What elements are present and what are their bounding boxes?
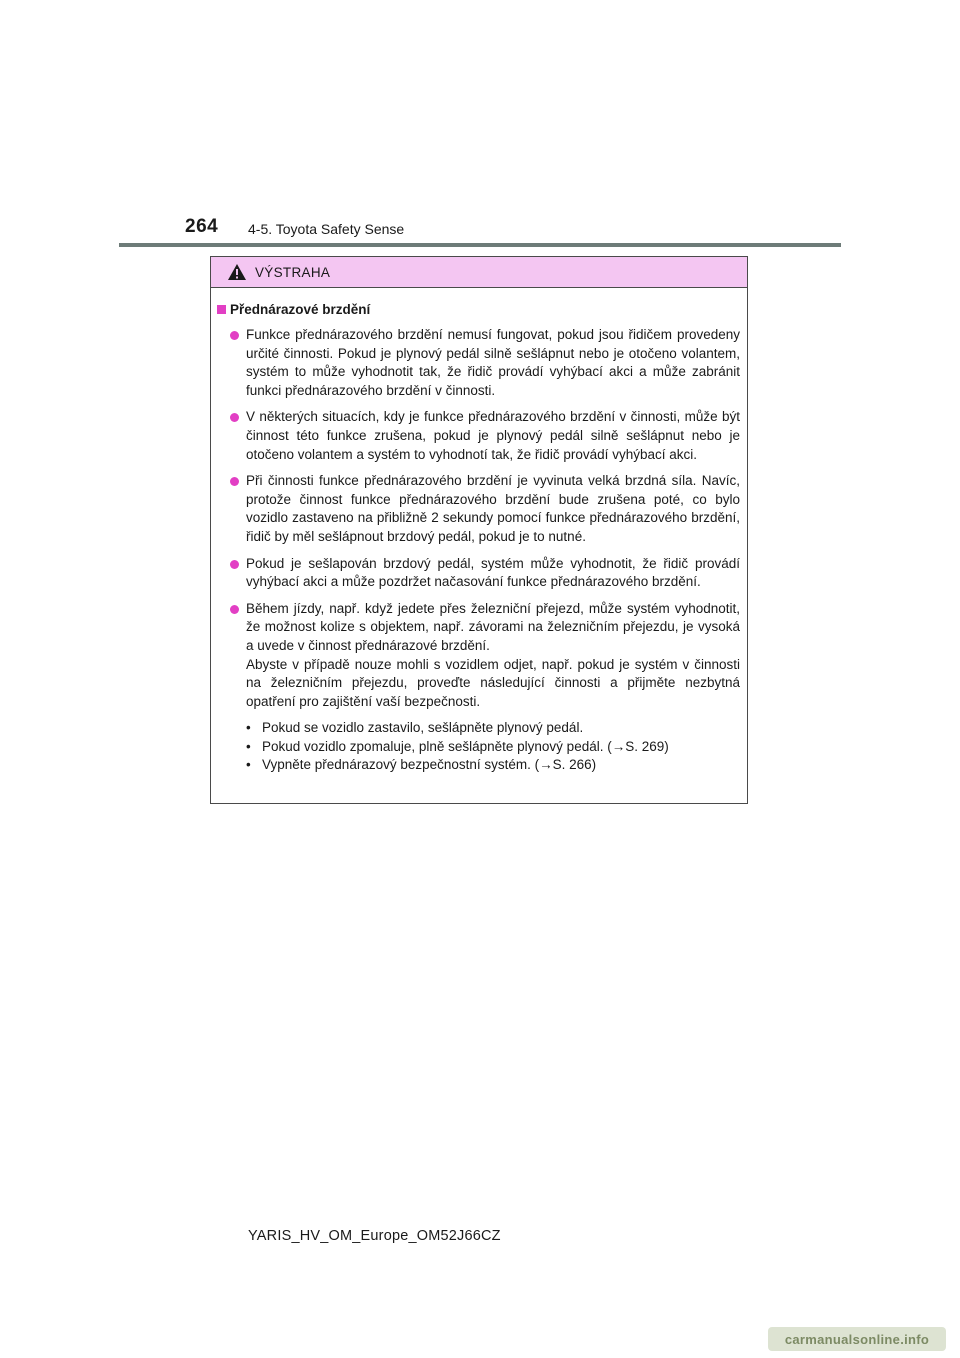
sub-list-item-text: Pokud vozidlo zpomaluje, plně sešlápněte plynový pedál. (→S. 269) xyxy=(262,738,669,754)
sub-list-item: • Vypněte přednárazový bezpečnostní systém. (→S. 266) xyxy=(246,756,740,775)
section-title: 4-5. Toyota Safety Sense xyxy=(248,221,405,237)
sub-list-item-text: Vypněte přednárazový bezpečnostní systém. (→S. 266) xyxy=(262,757,597,773)
bullet-dot-icon xyxy=(230,477,239,486)
document-code: YARIS_HV_OM_Europe_OM52J66CZ xyxy=(248,1228,501,1244)
list-item xyxy=(217,600,740,712)
bullet-dot-icon xyxy=(230,560,239,569)
warning-box xyxy=(210,256,748,804)
sub-list-item: • Pokud se vozidlo zastavilo, sešlápněte plynový pedál. xyxy=(246,719,740,738)
list-item xyxy=(217,472,740,546)
sub-list-item-text: Pokud se vozidlo zastavilo, sešlápněte plynový pedál. xyxy=(262,720,584,736)
list-item-text: Funkce přednárazového brzdění nemusí fungovat, pokud jsou řidičem provedeny určité činnosti. Pokud je plynový pedál silně sešlápnut nebo je otočeno volantem, systém to může vyhodnotit tak, že řidič provádí vyhýbací akci a může zabránit funkci přednárazového brzdění v činnosti. xyxy=(246,327,740,398)
subheading xyxy=(217,302,740,317)
square-bullet-icon xyxy=(217,305,226,314)
list-item xyxy=(217,326,740,400)
list-item-text: Pokud je sešlapován brzdový pedál, systém může vyhodnotit, že řidič provádí vyhýbací akci a může pozdržet načasování funkce přednárazového brzdění. xyxy=(246,555,740,590)
warning-header xyxy=(211,257,747,288)
subheading-text: Přednárazové brzdění xyxy=(230,302,371,317)
watermark: carmanualsonline.info xyxy=(768,1327,946,1351)
sub-list xyxy=(246,719,740,775)
list-item xyxy=(217,555,740,592)
list-item-text: Během jízdy, např. když jedete přes železniční přejezd, může systém vyhodnotit, že možnost kolize s objektem, např. závorami na železničním přejezdu, je vysoká a uvede v činnost přednárazové brzdění. xyxy=(246,600,740,653)
list-item-text: Při činnosti funkce přednárazového brzdění je vyvinuta velká brzdná síla. Navíc, protože činnost funkce přednárazového brzdění bude zrušena poté, co bylo vozidlo zastaveno na přibližně 2 sekundy pomocí funkce přednárazového brzdění, řidič by měl sešlápnout brzdový pedál, pokud je to nutné. xyxy=(246,473,740,544)
list-item-text-continued: Abyste v případě nouze mohli s vozidlem odjet, např. pokud je systém v činnosti na železničním přejezdu, proveďte následující činnosti a přijměte nezbytná opatření pro zajištění vaší bezpečnosti. xyxy=(246,656,740,709)
header-rule xyxy=(119,243,841,247)
warning-body xyxy=(211,288,747,775)
sub-list-item: • Pokud vozidlo zpomaluje, plně sešlápněte plynový pedál. (→S. 269) xyxy=(246,738,740,757)
bullet-dot-icon xyxy=(230,413,239,422)
page-number: 264 xyxy=(185,216,219,237)
bullet-dot-icon xyxy=(230,605,239,614)
list-item-text: V některých situacích, kdy je funkce přednárazového brzdění v činnosti, může být činnost této funkce zrušena, pokud je plynový pedál silně sešlápnut nebo je otočeno volantem a systém to vyhodnotí tak, že řidič provádí vyhýbací akci. xyxy=(246,409,740,462)
warning-label: VÝSTRAHA xyxy=(255,264,331,280)
warning-triangle-icon xyxy=(227,263,247,281)
list-item xyxy=(217,408,740,464)
bullet-dot-icon xyxy=(230,331,239,340)
